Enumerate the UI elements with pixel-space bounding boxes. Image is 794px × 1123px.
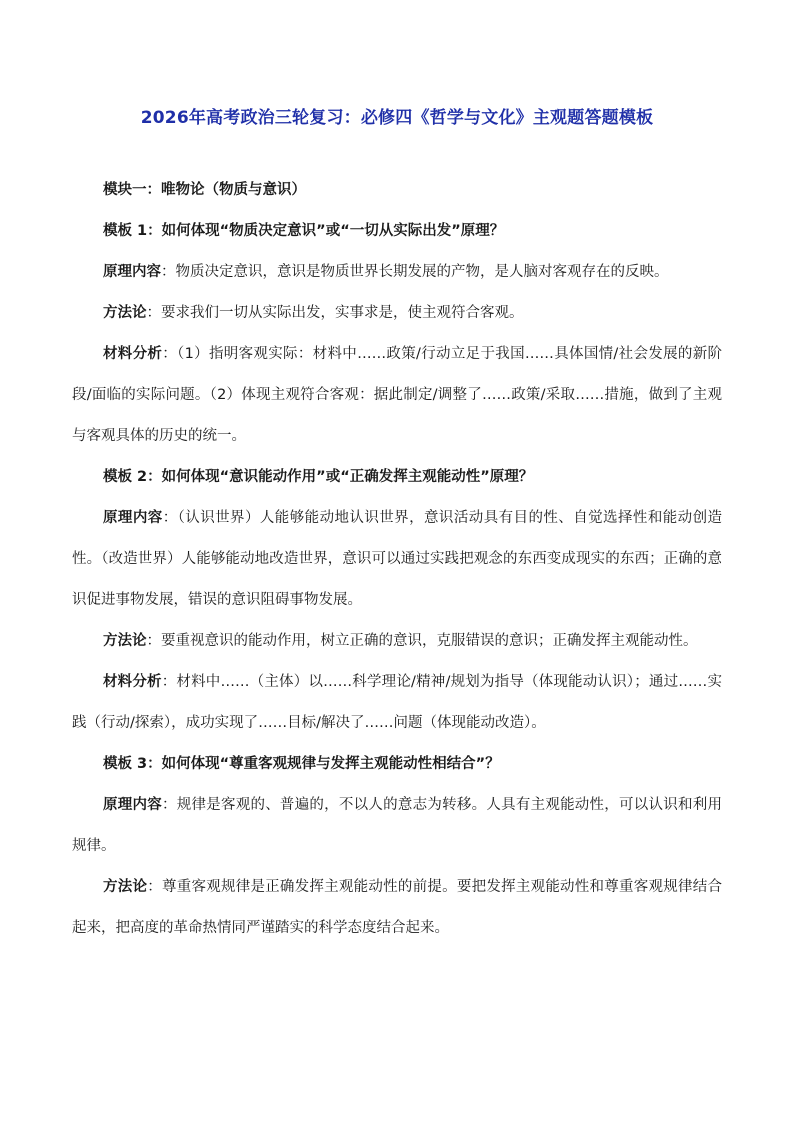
document-title: 2026年高考政治三轮复习：必修四《哲学与文化》主观题答题模板 (140, 108, 654, 128)
method-text: ：尊重客观规律是正确发挥主观能动性的前提。要把发挥主观能动性和尊重客观规律结合起来，把高度的革命热情同严谨踏实的科学态度结合起来。 (72, 879, 722, 936)
analysis-label: 材料分析 (103, 674, 162, 690)
method-label: 方法论 (103, 633, 147, 649)
template-2-method (72, 621, 722, 662)
analysis-text: ：（1）指明客观实际：材料中……政策/行动立足于我国……具体国情/社会发展的新阶段/面临的实际问题。（2）体现主观符合客观：据此制定/调整了……政策/采取……措施，做到了主观与客观具体的历史的统一。 (72, 346, 722, 444)
template-3-method (72, 867, 722, 949)
template-3-heading: 模板 3：如何体现“尊重客观规律与发挥主观能动性相结合”？ (103, 756, 500, 772)
template-3-principle (72, 785, 722, 867)
template-2-principle (72, 498, 722, 621)
template-2-heading: 模板 2：如何体现“意识能动作用”或“正确发挥主观能动性”原理？ (103, 469, 534, 485)
module-heading: 模块一：唯物论（物质与意识） (103, 182, 306, 198)
principle-label: 原理内容 (103, 264, 161, 280)
principle-text: ：（认识世界）人能够能动地认识世界，意识活动具有目的性、自觉选择性和能动创造性。（改造世界）人能够能动地改造世界，意识可以通过实践把观念的东西变成现实的东西；正确的意识促进事物发展，错误的意识阻碍事物发展。 (72, 510, 723, 608)
principle-text: ：物质决定意识，意识是物质世界长期发展的产物，是人脑对客观存在的反映。 (161, 264, 669, 280)
document-body (72, 170, 722, 949)
analysis-label: 材料分析 (103, 346, 163, 362)
method-label: 方法论 (103, 879, 148, 895)
template-2-analysis (72, 662, 722, 744)
principle-label: 原理内容 (103, 797, 162, 813)
template-1-method (72, 293, 722, 334)
principle-label: 原理内容 (103, 510, 163, 526)
method-text: ：要重视意识的能动作用，树立正确的意识，克服错误的意识；正确发挥主观能动性。 (146, 633, 698, 649)
analysis-text: ：材料中……（主体）以……科学理论/精神/规划为指导（体现能动认识）；通过……实践（行动/探索），成功实现了……目标/解决了……问题（体现能动改造）。 (72, 674, 722, 731)
method-label: 方法论 (103, 305, 147, 321)
principle-text: ：规律是客观的、普遍的，不以人的意志为转移。人具有主观能动性，可以认识和利用规律。 (72, 797, 723, 854)
method-text: ：要求我们一切从实际出发，实事求是，使主观符合客观。 (146, 305, 524, 321)
template-1-analysis (72, 334, 722, 457)
template-1-heading: 模板 1：如何体现“物质决定意识”或“一切从实际出发”原理？ (103, 223, 505, 239)
template-1-principle (72, 252, 722, 293)
